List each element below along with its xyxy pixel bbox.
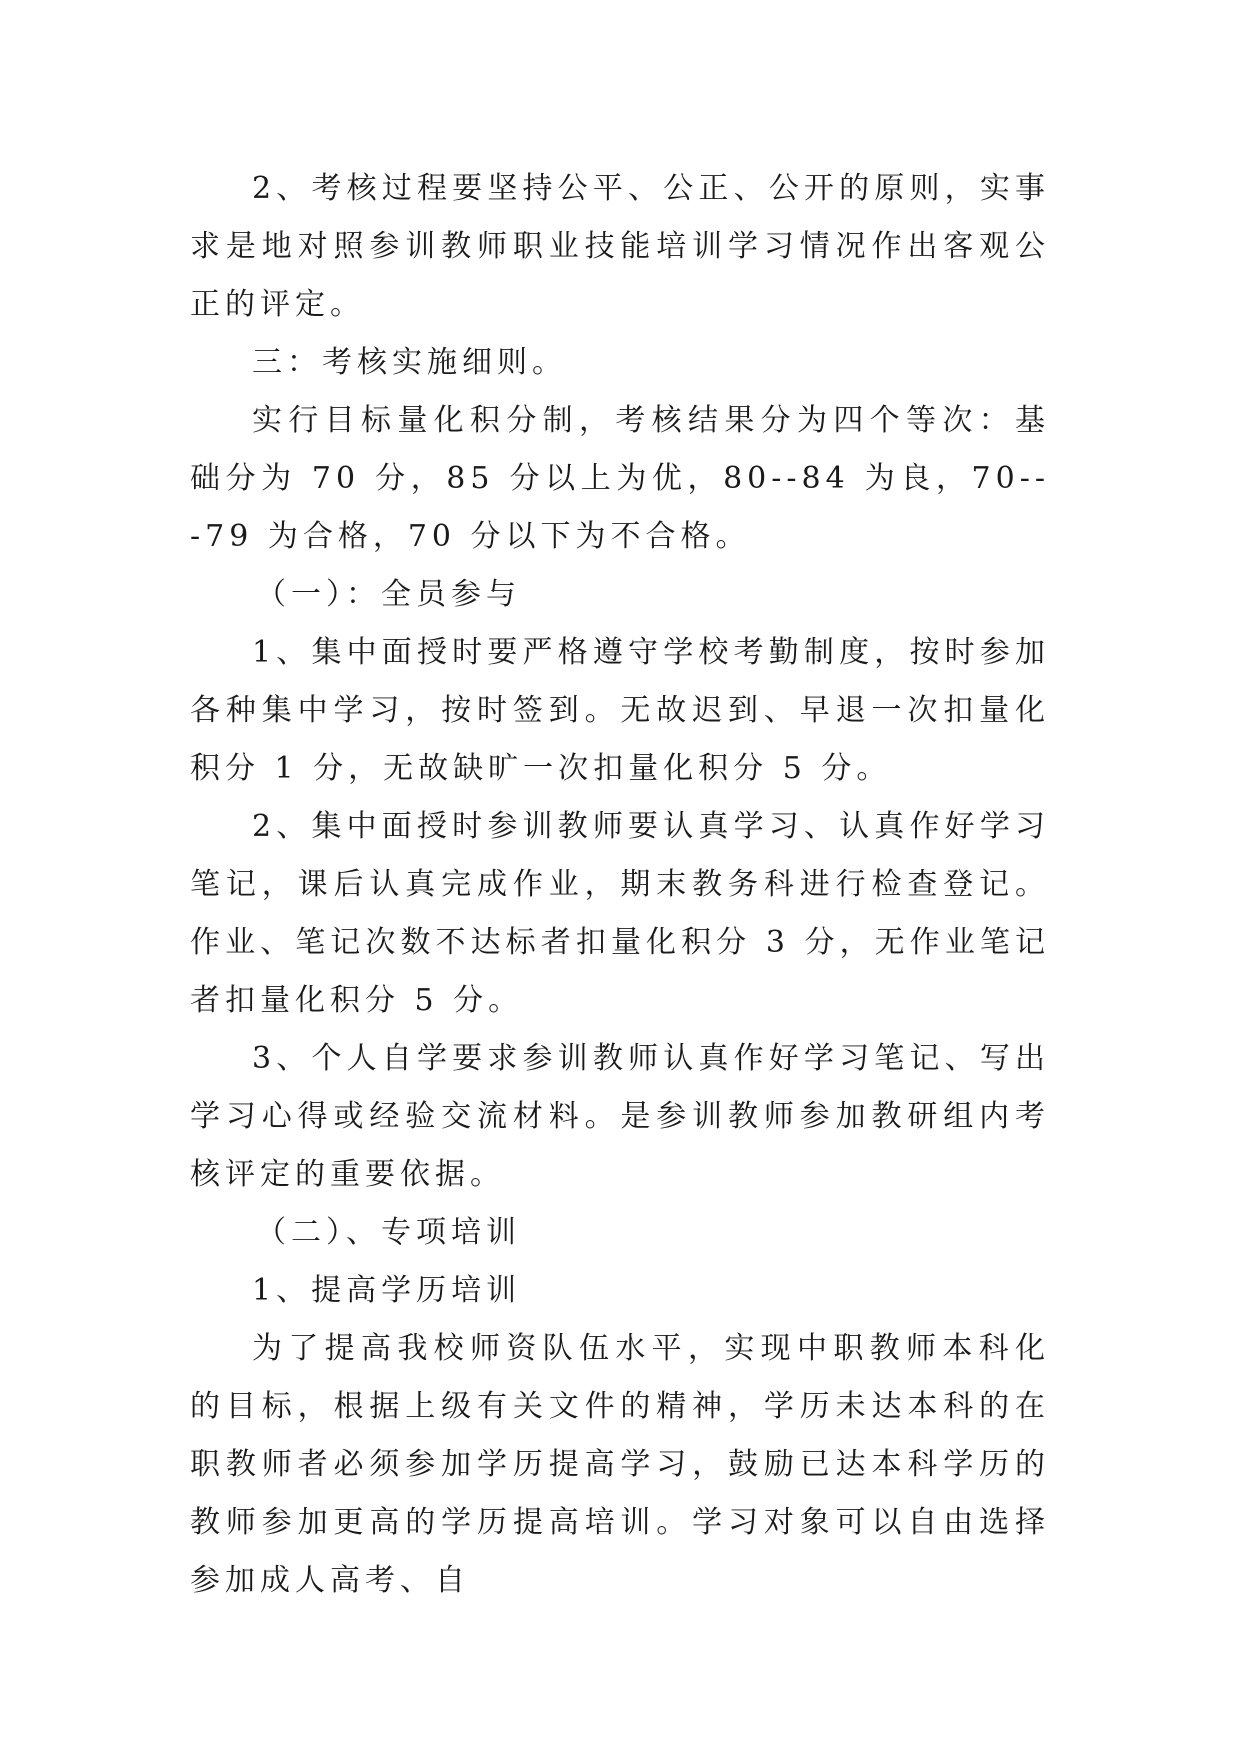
subsection-heading-full-participation: （一）：全员参与 — [256, 577, 521, 612]
document-body — [190, 160, 1050, 1610]
paragraph-degree-training: 为了提高我校师资队伍水平，实现中职教师本科化的目标，根据上级有关文件的精神，学历未达本科的在职教师者必须参加学历提高学习，鼓励已达本科学历的教师参加更高的学历提高培训。学习对象可以自由选择参加成人高考、自 — [190, 1331, 1050, 1598]
subsection-heading-special-training: （二）、专项培训 — [256, 1215, 521, 1250]
paragraph-notes-homework-rule: 2、集中面授时参训教师要认真学习、认真作好学习笔记，课后认真完成作业，期末教务科进行检查登记。作业、笔记次数不达标者扣量化积分 3 分，无作业笔记者扣量化积分 5 分。 — [190, 809, 1050, 1018]
paragraph-assessment-principle: 2、考核过程要坚持公平、公正、公开的原则，实事求是地对照参训教师职业技能培训学习情况作出客观公正的评定。 — [190, 171, 1050, 322]
paragraph-scoring-system: 实行目标量化积分制，考核结果分为四个等次：基础分为 70 分，85 分以上为优，80--84 为良，70---79 为合格，70 分以下为不合格。 — [190, 403, 1050, 554]
section-heading-assessment-rules: 三：考核实施细则。 — [252, 345, 567, 380]
item-heading-degree-training: 1、提高学历培训 — [252, 1273, 522, 1308]
paragraph-self-study-rule: 3、个人自学要求参训教师认真作好学习笔记、写出学习心得或经验交流材料。是参训教师参加教研组内考核评定的重要依据。 — [190, 1041, 1050, 1192]
paragraph-attendance-rule: 1、集中面授时要严格遵守学校考勤制度，按时参加各种集中学习，按时签到。无故迟到、早退一次扣量化积分 1 分，无故缺旷一次扣量化积分 5 分。 — [190, 635, 1050, 786]
